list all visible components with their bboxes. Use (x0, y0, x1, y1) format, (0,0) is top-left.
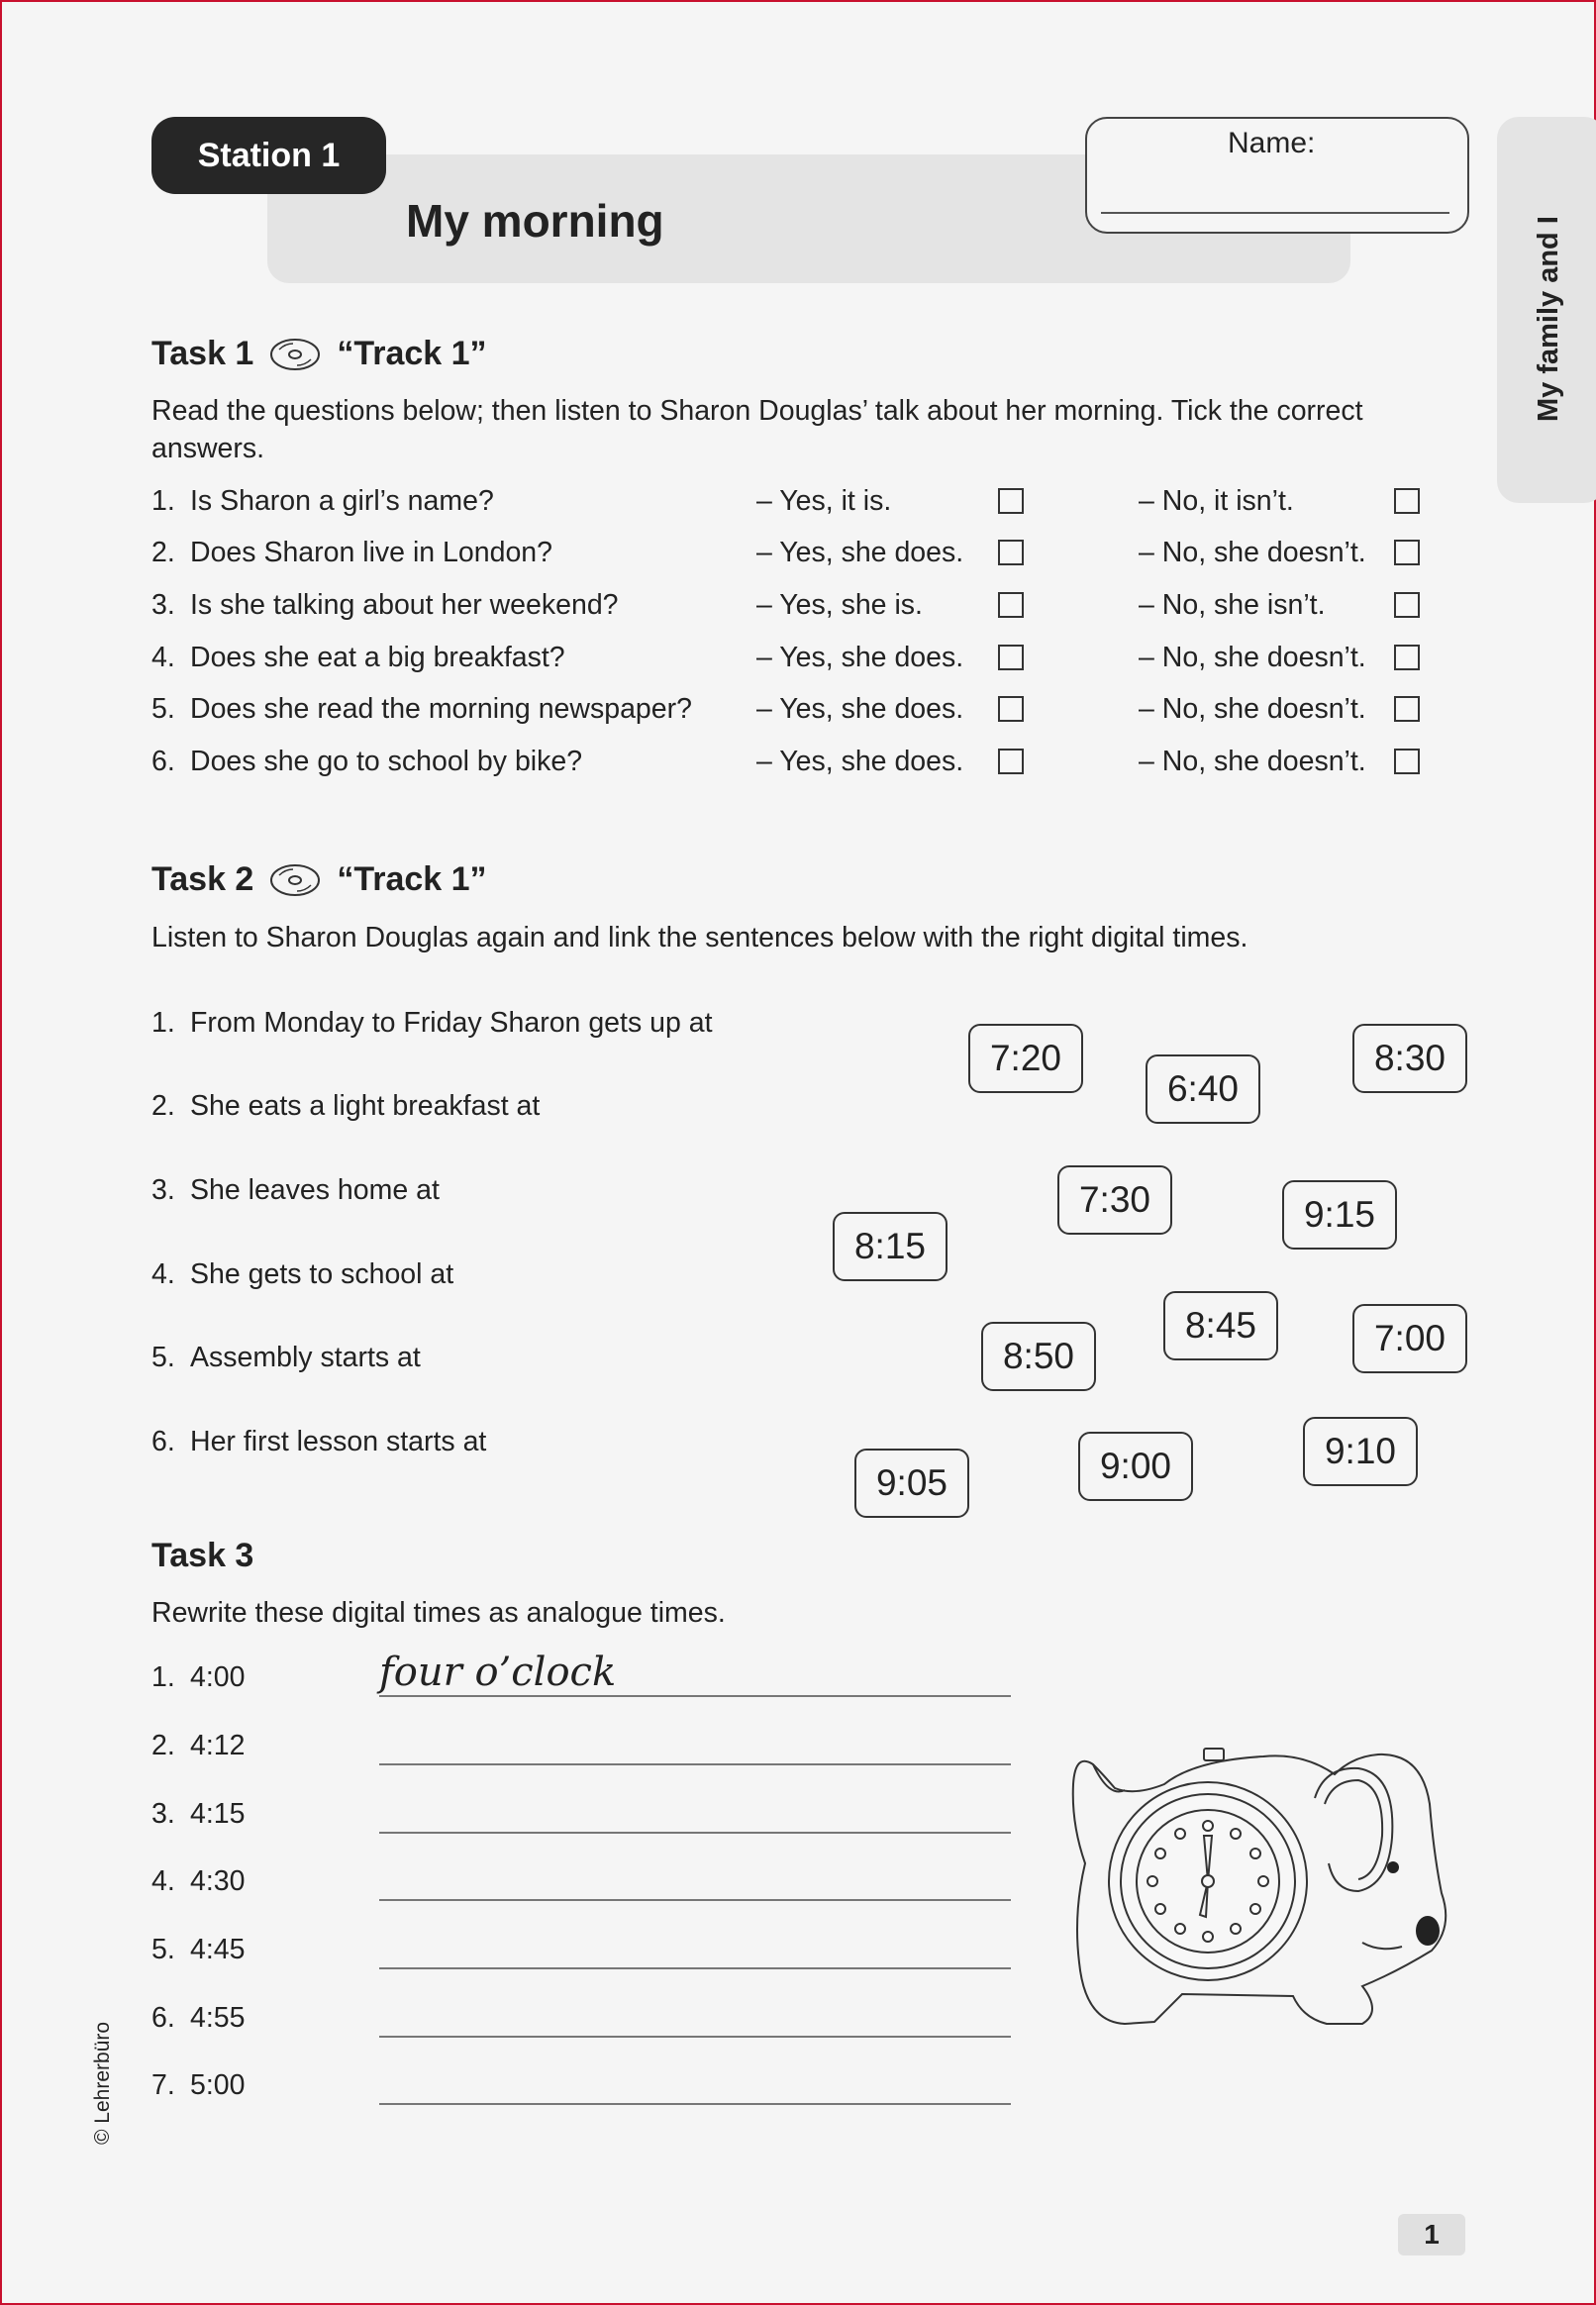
item-number: 1. (151, 1661, 175, 1693)
copyright-notice: © Lehrerbüro (91, 2021, 114, 2145)
sentence-text: Assembly starts at (190, 1342, 421, 1373)
answer-line[interactable] (379, 1967, 1011, 1969)
question-text: Does Sharon live in London? (190, 537, 553, 568)
no-answer-label: – No, she isn’t. (1139, 589, 1326, 621)
yes-answer-label: – Yes, she does. (756, 642, 964, 673)
time-option-box[interactable]: 7:30 (1057, 1165, 1172, 1235)
digital-time: 4:45 (190, 1934, 246, 1965)
task3-heading-row (151, 1537, 253, 1575)
digital-time: 4:12 (190, 1730, 246, 1761)
sentence-number: 6. (151, 1426, 175, 1457)
task2-track-label: “Track 1” (337, 860, 487, 898)
yes-answer-label: – Yes, she does. (756, 537, 964, 568)
sentence-text: From Monday to Friday Sharon gets up at (190, 1007, 713, 1039)
yes-checkbox[interactable] (998, 592, 1024, 618)
yes-checkbox[interactable] (998, 645, 1024, 670)
task1-track-label: “Track 1” (337, 335, 487, 372)
digital-time: 4:55 (190, 2002, 246, 2034)
task3-instructions: Rewrite these digital times as analogue times. (151, 1597, 726, 1629)
item-number: 2. (151, 1730, 175, 1761)
handwritten-answer: four o’clock (379, 1650, 617, 1695)
question-number: 5. (151, 693, 175, 725)
question-text: Does she eat a big breakfast? (190, 642, 565, 673)
yes-answer-label: – Yes, it is. (756, 485, 892, 517)
question-number: 6. (151, 746, 175, 777)
sentence-text: Her first lesson starts at (190, 1426, 487, 1457)
no-checkbox[interactable] (1394, 696, 1420, 722)
task2-instructions: Listen to Sharon Douglas again and link the sentences below with the right digital times. (151, 922, 1248, 953)
yes-checkbox[interactable] (998, 488, 1024, 514)
item-number: 3. (151, 1798, 175, 1830)
no-answer-label: – No, it isn’t. (1139, 485, 1294, 517)
time-option-box[interactable]: 9:00 (1078, 1432, 1193, 1501)
digital-time: 4:30 (190, 1865, 246, 1897)
page-title: My morning (406, 195, 664, 247)
no-answer-label: – No, she doesn’t. (1139, 693, 1366, 725)
time-option-box[interactable]: 9:05 (854, 1449, 969, 1518)
yes-answer-label: – Yes, she does. (756, 693, 964, 725)
question-text: Does she read the morning newspaper? (190, 693, 692, 725)
answer-line[interactable] (379, 1899, 1011, 1901)
time-option-box[interactable]: 6:40 (1146, 1054, 1260, 1124)
cd-icon (269, 863, 321, 897)
time-option-box[interactable]: 7:00 (1352, 1304, 1467, 1373)
no-checkbox[interactable] (1394, 645, 1420, 670)
question-text: Does she go to school by bike? (190, 746, 583, 777)
task1-heading-row (151, 335, 487, 373)
answer-line[interactable] (379, 2036, 1011, 2038)
sentence-number: 3. (151, 1174, 175, 1206)
time-option-box[interactable]: 8:30 (1352, 1024, 1467, 1093)
sentence-text: She leaves home at (190, 1174, 440, 1206)
digital-time: 4:00 (190, 1661, 246, 1693)
task3-heading: Task 3 (151, 1537, 254, 1574)
dog-alarm-clock-illustration (1065, 1745, 1451, 2042)
answer-line[interactable] (379, 1832, 1011, 1834)
time-option-box[interactable]: 7:20 (968, 1024, 1083, 1093)
answer-line[interactable] (379, 1763, 1011, 1765)
question-number: 4. (151, 642, 175, 673)
no-answer-label: – No, she doesn’t. (1139, 642, 1366, 673)
no-checkbox[interactable] (1394, 540, 1420, 565)
no-checkbox[interactable] (1394, 749, 1420, 774)
time-option-box[interactable]: 8:45 (1163, 1291, 1278, 1360)
sentence-text: She gets to school at (190, 1258, 454, 1290)
page-number: 1 (1398, 2214, 1465, 2255)
question-text: Is Sharon a girl’s name? (190, 485, 494, 517)
task2-heading-row (151, 860, 487, 899)
digital-time: 5:00 (190, 2069, 246, 2101)
station-badge: Station 1 (151, 117, 386, 194)
yes-answer-label: – Yes, she does. (756, 746, 964, 777)
time-option-box[interactable]: 8:15 (833, 1212, 948, 1281)
no-checkbox[interactable] (1394, 592, 1420, 618)
sentence-number: 5. (151, 1342, 175, 1373)
no-answer-label: – No, she doesn’t. (1139, 537, 1366, 568)
yes-checkbox[interactable] (998, 749, 1024, 774)
yes-answer-label: – Yes, she is. (756, 589, 923, 621)
name-input-line[interactable] (1101, 212, 1449, 214)
sentence-number: 1. (151, 1007, 175, 1039)
task2-heading: Task 2 (151, 860, 254, 898)
question-number: 1. (151, 485, 175, 517)
task1-instructions: Read the questions below; then listen to Sharon Douglas’ talk about her morning. Tick the correct answers. (151, 395, 1363, 464)
time-option-box[interactable]: 8:50 (981, 1322, 1096, 1391)
time-option-box[interactable]: 9:15 (1282, 1180, 1397, 1250)
no-checkbox[interactable] (1394, 488, 1420, 514)
item-number: 4. (151, 1865, 175, 1897)
sentence-text: She eats a light breakfast at (190, 1090, 541, 1122)
task1-heading: Task 1 (151, 335, 254, 372)
answer-line[interactable] (379, 2103, 1011, 2105)
time-option-box[interactable]: 9:10 (1303, 1417, 1418, 1486)
sentence-number: 4. (151, 1258, 175, 1290)
no-answer-label: – No, she doesn’t. (1139, 746, 1366, 777)
question-number: 2. (151, 537, 175, 568)
item-number: 7. (151, 2069, 175, 2101)
yes-checkbox[interactable] (998, 696, 1024, 722)
question-text: Is she talking about her weekend? (190, 589, 619, 621)
sentence-number: 2. (151, 1090, 175, 1122)
cd-icon (269, 338, 321, 371)
yes-checkbox[interactable] (998, 540, 1024, 565)
item-number: 5. (151, 1934, 175, 1965)
answer-line[interactable] (379, 1695, 1011, 1697)
name-label: Name: (1228, 127, 1316, 159)
question-number: 3. (151, 589, 175, 621)
item-number: 6. (151, 2002, 175, 2034)
digital-time: 4:15 (190, 1798, 246, 1830)
